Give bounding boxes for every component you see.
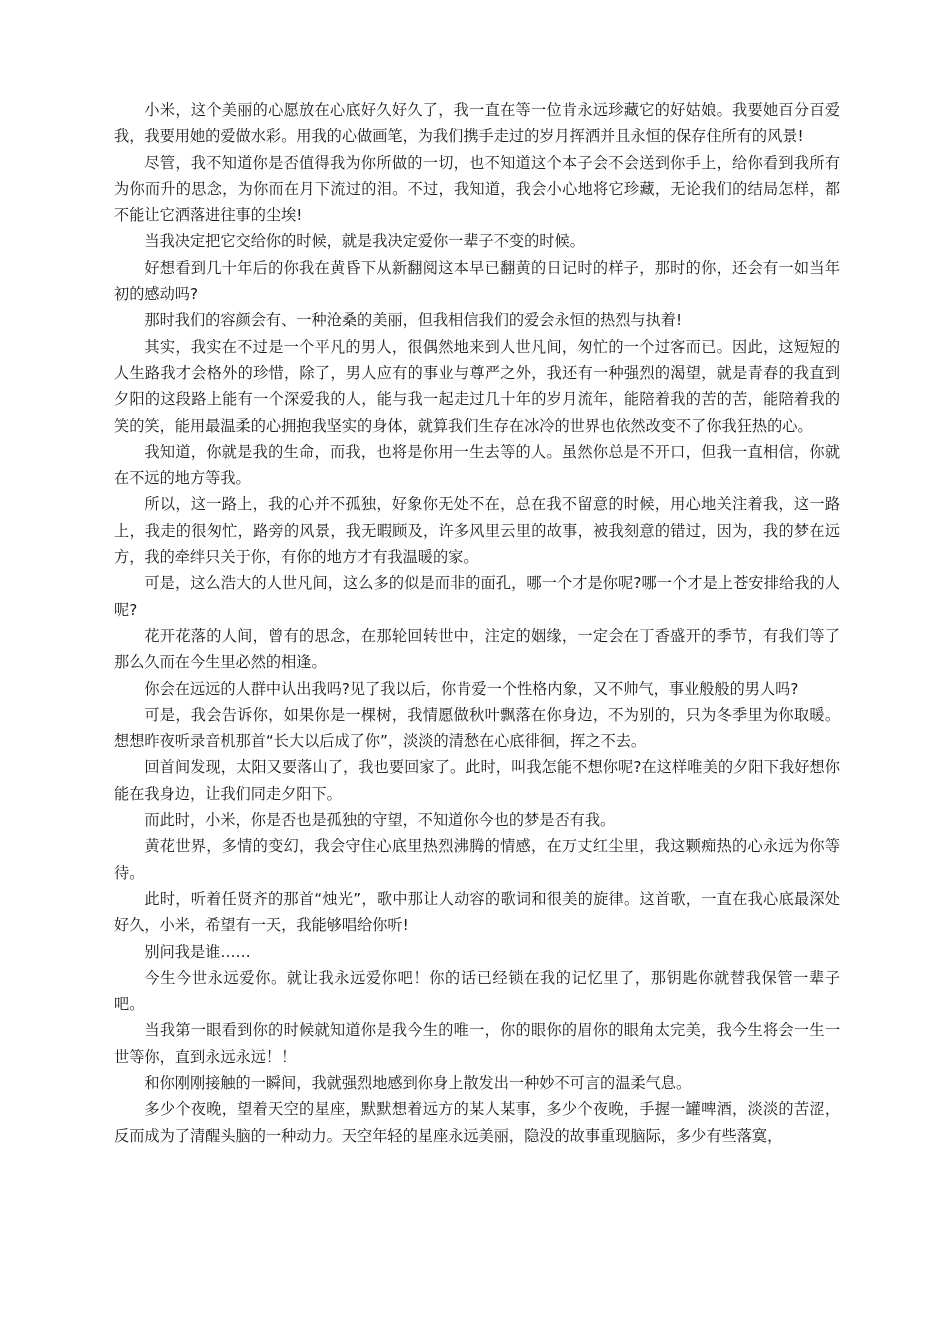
paragraph-11: 你会在远远的人群中认出我吗?见了我以后，你肯爱一个性格内象，又不帅气，事业般般的男人吗? [144, 679, 799, 698]
paragraph-5: 那时我们的容颜会有、一种沧桑的美丽，但我相信我们的爱会永恒的热烈与执着! [144, 311, 683, 330]
paragraph-20: 和你刚刚接触的一瞬间，我就强烈地感到你身上散发出一种妙不可言的温柔气息。 [144, 1073, 692, 1092]
paragraph-8: 所以，这一路上，我的心并不孤独，好象你无处不在，总在我不留意的时候，用心地关注着我，这一路上，我走的很匆忙，路旁的风景，我无暇顾及，许多风里云里的故事，被我刻意的错过，因为，我的梦在远方，我的牵绊只关于你，有你的地方才有我温暖的家。 [114, 495, 840, 567]
paragraph-17: 别问我是谁…… [144, 942, 251, 961]
paragraph-1: 小米，这个美丽的心愿放在心底好久好久了，我一直在等一位肯永远珍藏它的好姑娘。我要她百分百爱我，我要用她的爱做水彩。用我的心做画笔，为我们携手走过的岁月挥洒并且永恒的保存住所有的风景! [114, 101, 840, 146]
paragraph-19: 当我第一眼看到你的时候就知道你是我今生的唯一，你的眼你的眉你的眼角太完美，我今生将会一生一世等你，直到永远永远！！ [114, 1021, 840, 1066]
paragraph-3: 当我决定把它交给你的时候，就是我决定爱你一辈子不变的时候。 [144, 232, 585, 251]
paragraph-10: 花开花落的人间，曾有的思念，在那轮回转世中，注定的姻缘，一定会在丁香盛开的季节，有我们等了那么久而在今生里必然的相逢。 [114, 626, 840, 672]
document-body [114, 97, 840, 1149]
paragraph-12: 可是，我会告诉你，如果你是一棵树，我情愿做秋叶飘落在你身边，不为别的，只为冬季里为你取暖。想想昨夜听录音机那首“长大以后成了你”，淡淡的清愁在心底徘徊，挥之不去。 [114, 705, 840, 751]
paragraph-2: 尽管，我不知道你是否值得我为你所做的一切，也不知道这个本子会不会送到你手上，给你看到我所有为你而升的思念，为你而在月下流过的泪。不过，我知道，我会小心地将它珍藏，无论我们的结局怎样，都不能让它洒落进往事的尘埃! [114, 153, 840, 225]
paragraph-15: 黄花世界，多情的变幻，我会守住心底里热烈沸腾的情感，在万丈红尘里，我这颗痴热的心永远为你等待。 [114, 837, 840, 882]
paragraph-16: 此时，听着任贤齐的那首“烛光”，歌中那让人动容的歌词和很美的旋律。这首歌，一直在我心底最深处好久，小米，希望有一天，我能够唱给你听! [114, 889, 840, 935]
paragraph-4: 好想看到几十年后的你我在黄昏下从新翻阅这本早已翻黄的日记时的样子，那时的你，还会有一如当年初的感动吗? [114, 258, 840, 304]
paragraph-13: 回首间发现，太阳又要落山了，我也要回家了。此时，叫我怎能不想你呢?在这样唯美的夕阳下我好想你能在我身边，让我们同走夕阳下。 [114, 758, 840, 803]
paragraph-9: 可是，这么浩大的人世凡间，这么多的似是而非的面孔，哪一个才是你呢?哪一个才是上苍安排给我的人呢? [114, 574, 840, 619]
paragraph-7: 我知道，你就是我的生命，而我，也将是你用一生去等的人。虽然你总是不开口，但我一直相信，你就在不远的地方等我。 [114, 442, 840, 488]
paragraph-6: 其实，我实在不过是一个平凡的男人，很偶然地来到人世凡间，匆忙的一个过客而已。因此，这短短的人生路我才会格外的珍惜，除了，男人应有的事业与尊严之外，我还有一种强烈的渴望，就是青春的我直到夕阳的这段路上能有一个深爱我的人，能与我一起走过几十年的岁月流年，能陪着我的苦的苦，能陪着我的笑的笑，能用最温柔的心拥抱我坚实的身体，就算我们生存在冰冷的世界也依然改变不了你我狂热的心。 [114, 337, 840, 435]
paragraph-21: 多少个夜晚，望着天空的星座，默默想着远方的某人某事，多少个夜晚，手握一罐啤酒，淡淡的苦涩，反而成为了清醒头脑的一种动力。天空年轻的星座永远美丽，隐没的故事重现脑际，多少有些落寞， [114, 1100, 840, 1145]
paragraph-14: 而此时，小米，你是否也是孤独的守望，不知道你今也的梦是否有我。 [144, 811, 616, 830]
paragraph-18: 今生今世永远爱你。就让我永远爱你吧！你的话已经锁在我的记忆里了，那钥匙你就替我保管一辈子吧。 [114, 968, 840, 1014]
